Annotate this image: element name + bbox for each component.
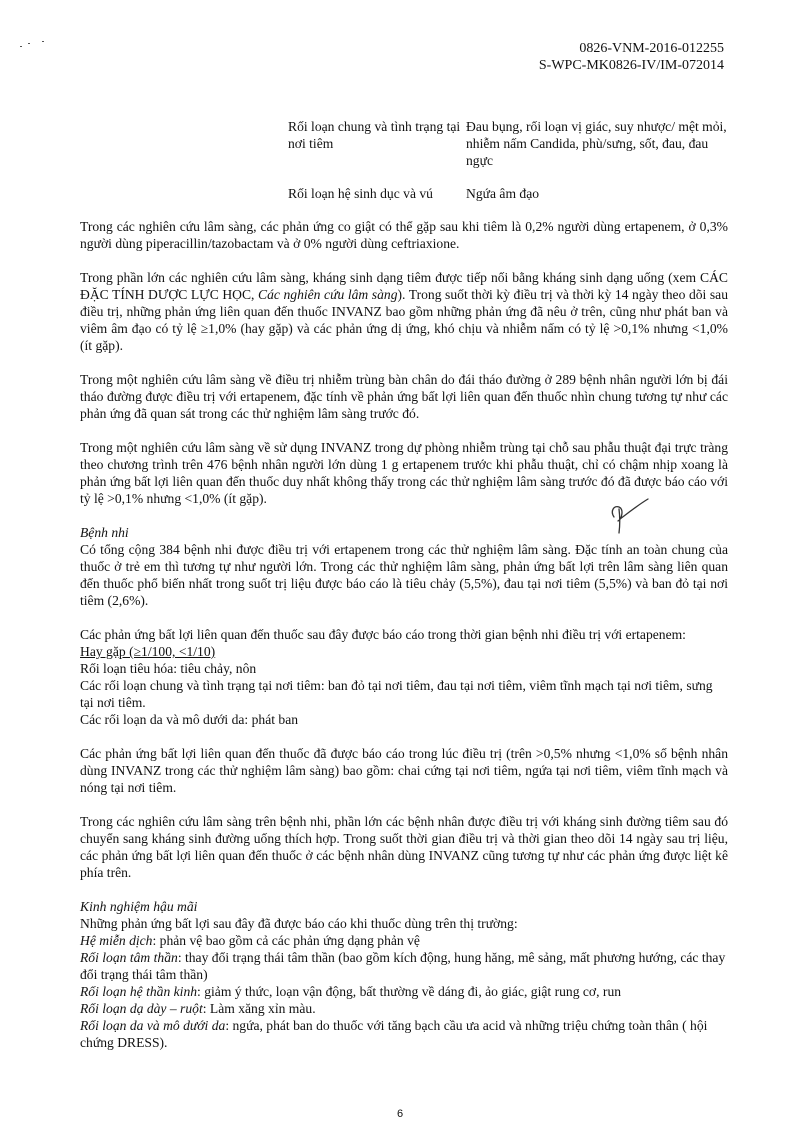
reaction-cell: Ngứa âm đạo (466, 186, 540, 201)
table-row (288, 185, 728, 202)
organ-class-cell: Rối loạn hệ sinh dục và vú (288, 186, 433, 201)
list-text: : phản vệ bao gồm cả các phản ứng dạng phản vệ (152, 933, 420, 948)
section-pediatric-reactions (80, 626, 728, 728)
frequency-label: Hay gặp (≥1/100, <1/10) (80, 644, 216, 659)
list-item: Các rối loạn da và mô dưới da: phát ban (80, 712, 299, 727)
list-term: Rối loạn dạ dày – ruột (80, 1001, 203, 1016)
paragraph-text: Các phản ứng bất lợi liên quan đến thuốc sau đây được báo cáo trong thời gian bệnh nhi điều trị với ertapenem: (80, 627, 686, 642)
section-post-marketing (80, 898, 728, 1051)
paragraph-oral-switch (80, 269, 728, 354)
page-number: 6 (396, 1108, 404, 1120)
list-text: : Làm xăng xỉn màu. (202, 1001, 316, 1016)
section-heading-post-marketing: Kinh nghiệm hậu mãi (80, 899, 198, 914)
document-id-line-1: 0826-VNM-2016-012255 (579, 41, 724, 56)
list-item (80, 949, 728, 983)
list-term: Rối loạn da và mô dưới da (80, 1018, 226, 1033)
paragraph-colorectal-surgery: Trong một nghiên cứu lâm sàng về sử dụng INVANZ trong dự phòng nhiễm trùng tại chỗ sau phẫu thuật đại trực tràng theo chương trình trên 476 bệnh nhân người lớn dùng 1 g ertapenem trước khi phẫu thuật, chỉ có chậm nhịp xoang là phản ứng bất lợi liên quan đến thuốc duy nhất không thấy trong các thử nghiệm lâm sàng trước đó đã được báo cáo với tỷ lệ >0,1% nhưng <1,0% (ít gặp). (80, 440, 728, 506)
paragraph-pediatric: Có tổng cộng 384 bệnh nhi được điều trị với ertapenem trong các thử nghiệm lâm sàng. Đặc tính an toàn chung của thuốc ở trẻ em thì tương tự như người lớn. Trong các thử nghiệm lâm sàng, phản ứng bất lợi trên lâm sàng liên quan đến thuốc phổ biến nhất trong suốt trị liệu được báo cáo là tiêu chảy (5,5%), đau tại nơi tiêm (5,5%) và ban đỏ tại nơi tiêm (2,6%). (80, 542, 728, 608)
list-item (80, 932, 728, 949)
section-heading-pediatric: Bệnh nhi (80, 525, 129, 540)
section-pediatric (80, 524, 728, 609)
list-item (80, 1017, 728, 1051)
paragraph-pediatric-oral: Trong các nghiên cứu lâm sàng trên bệnh nhi, phần lớn các bệnh nhân được điều trị với kháng sinh đường tiêm sau đó chuyển sang kháng sinh đường uống thích hợp. Trong suốt thời gian điều trị và thời gian theo dõi 14 ngày sau trị liệu, các phản ứng bất lợi liên quan đến thuốc ở các bệnh nhân dùng INVANZ cũng tương tự như các phản ứng được liệt kê phía trên. (80, 814, 728, 880)
list-text: : thay đổi trạng thái tâm thần (bao gồm kích động, hung hăng, mê sảng, mất phương hướng, các thay đổi trạng thái tâm thần) (80, 950, 726, 982)
paragraph-text: Những phản ứng bất lợi sau đây đã được báo cáo khi thuốc dùng trên thị trường: (80, 916, 518, 931)
adverse-events-table (288, 118, 728, 218)
list-item (80, 1000, 728, 1017)
reaction-cell: Đau bụng, rối loạn vị giác, suy nhược/ mệt mỏi, nhiễm nấm Candida, phù/sưng, sốt, đau, đau ngực (466, 119, 727, 168)
list-text: : ngứa, phát ban do thuốc với tăng bạch cầu ưa acid và những triệu chứng toàn thân ( hội chứng DRESS). (80, 1018, 708, 1050)
paragraph-text: ). Trong suốt thời kỳ điều trị và thời kỳ 14 ngày theo dõi sau điều trị, những phản ứng liên quan đến thuốc INVANZ bao gồm những phản ứng đã nêu ở trên, cũng như phát ban và viêm âm đạo có tỷ lệ ≥1,0% (hay gặp) và các phản ứng dị ứng, khó chịu và nhiễm nấm có tỷ lệ >0,1% nhưng <1,0% (ít gặp). (80, 287, 728, 353)
table-row (288, 118, 728, 169)
document-id-line-2: S-WPC-MK0826-IV/IM-072014 (538, 58, 724, 73)
organ-class-cell: Rối loạn chung và tình trạng tại nơi tiêm (288, 119, 461, 151)
paragraph-diabetic-foot: Trong một nghiên cứu lâm sàng về điều trị nhiễm trùng bàn chân do đái tháo đường ở 289 bệnh nhân người lớn bị đái tháo đường được điều trị với ertapenem, đặc tính về phản ứng bất lợi liên quan đến thuốc nhìn chung tương tự như các phản ứng đã quan sát trong các thử nghiệm lâm sàng trước đó. (80, 372, 728, 421)
list-item: Rối loạn tiêu hóa: tiêu chảy, nôn (80, 661, 257, 676)
list-term: Hệ miễn dịch (80, 933, 153, 948)
scan-specks (20, 40, 60, 50)
initials-signature (600, 497, 650, 535)
list-item (80, 983, 728, 1000)
italic-reference: Các nghiên cứu lâm sàng (258, 287, 398, 302)
list-term: Rối loạn tâm thần (80, 950, 178, 965)
list-text: : giảm ý thức, loạn vận động, bất thường về dáng đi, ảo giác, giật rung cơ, run (197, 984, 622, 999)
paragraph-text: Trong phần lớn các nghiên cứu lâm sàng, kháng sinh dạng tiêm được tiếp nối bằng kháng sinh dạng uống (xem CÁC ĐẶC TÍNH DƯỢC LỰC HỌC, (80, 270, 728, 302)
document-identifiers (539, 40, 724, 74)
paragraph-seizures: Trong các nghiên cứu lâm sàng, các phản ứng co giật có thể gặp sau khi tiêm là 0,2% người dùng ertapenem, ở 0,3% người dùng piperacillin/tazobactam và ở 0% người dùng ceftriaxione. (80, 219, 728, 251)
paragraph-pediatric-other: Các phản ứng bất lợi liên quan đến thuốc đã được báo cáo trong lúc điều trị (trên >0,5% nhưng <1,0% số bệnh nhân dùng INVANZ trong các thử nghiệm lâm sàng) bao gồm: chai cứng tại nơi tiêm, ngứa tại nơi tiêm, viêm tĩnh mạch và nóng tại nơi tiêm. (80, 746, 728, 795)
list-term: Rối loạn hệ thần kinh (80, 984, 198, 999)
document-body (80, 218, 728, 1068)
list-item: Các rối loạn chung và tình trạng tại nơi tiêm: ban đỏ tại nơi tiêm, đau tại nơi tiêm, viêm tĩnh mạch tại nơi tiêm, sưng tại nơi tiêm. (80, 678, 713, 710)
